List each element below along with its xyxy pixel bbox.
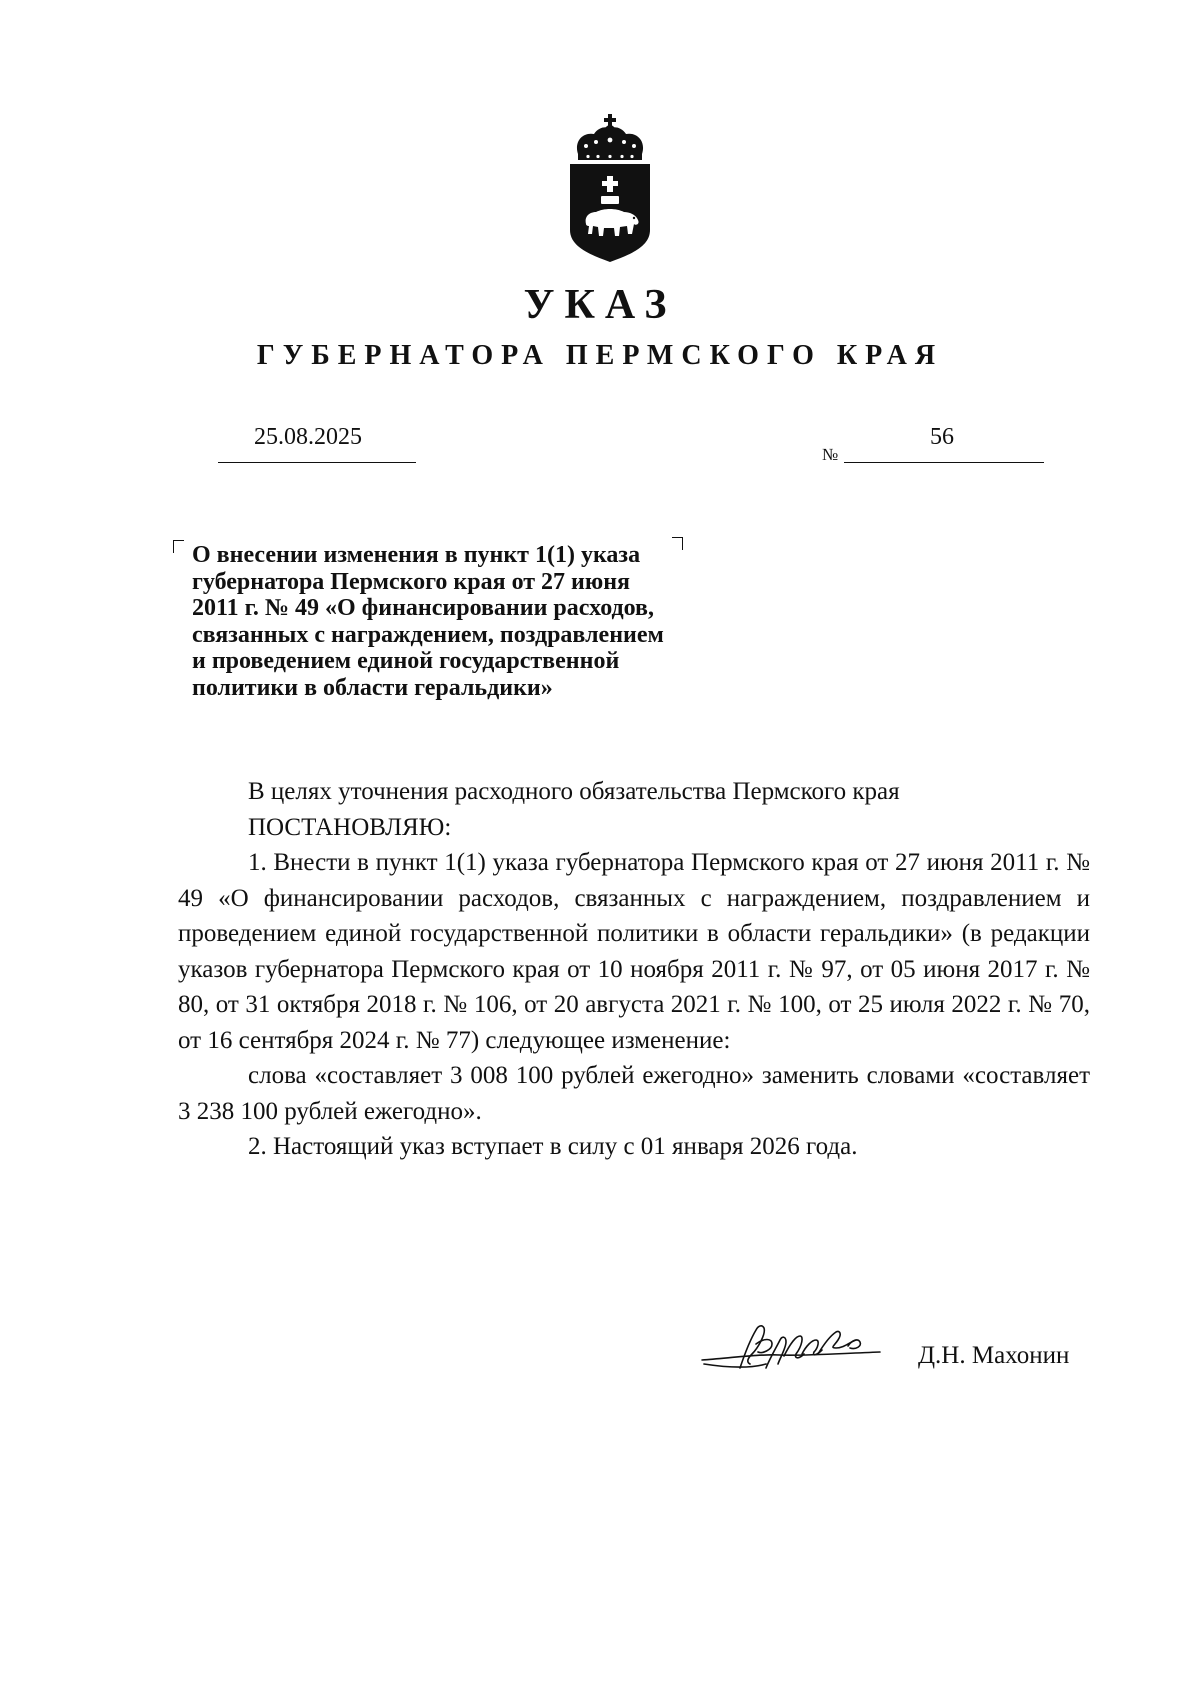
change-paragraph: слова «составляет 3 008 100 рублей ежегодно» заменить словами «составляет 3 238 100 рублей ежегодно». — [178, 1062, 1090, 1125]
decree-heading — [192, 542, 762, 701]
item-1-paragraph: 1. Внести в пункт 1(1) указа губернатора Пермского края от 27 июня 2011 г. № 49 «О финансировании расходов, связанных с награждением, поздравлением и проведением единой государственной политики в области геральдики» (в редакции указов губернатора Пермского края от 10 ноября 2011 г. № 97, от 05 июня 2017 г. № 80, от 31 октября 2018 г. № 106, от 20 августа 2021 г. № 100, от 25 июля 2022 г. № 70, от 16 сентября 2024 г. № 77) следующее изменение: — [178, 849, 1090, 1054]
number-underline — [844, 462, 1044, 463]
signature-icon — [700, 1318, 890, 1384]
document-title: УКАЗ — [523, 282, 677, 328]
issuer-title: ГУБЕРНАТОРА ПЕРМСКОГО КРАЯ — [256, 340, 944, 371]
heading-line: и проведением единой государственной — [192, 648, 620, 674]
heading-line: губернатора Пермского края от 27 июня — [192, 568, 631, 595]
heading-line: связанных с награждением, поздравлением — [192, 621, 664, 648]
date-underline — [218, 462, 416, 463]
decree-body — [178, 774, 1090, 1165]
heading-line: политики в области геральдики» — [192, 674, 553, 701]
resolution-word: ПОСТАНОВЛЯЮ: — [248, 813, 452, 841]
preamble-paragraph: В целях уточнения расходного обязательства Пермского края — [248, 778, 900, 805]
heading-corner-left — [173, 540, 184, 553]
number-label: № — [822, 445, 839, 464]
heading-line: О внесении изменения в пункт 1(1) указа — [192, 542, 641, 568]
item-2-paragraph: 2. Настоящий указ вступает в силу с 01 января 2026 года. — [248, 1133, 858, 1160]
signer-name: Д.Н. Махонин — [918, 1342, 1070, 1369]
heading-line: 2011 г. № 49 «О финансировании расходов, — [192, 595, 654, 621]
coat-of-arms-icon — [564, 112, 656, 264]
document-number: 56 — [930, 424, 954, 450]
document-date: 25.08.2025 — [254, 424, 362, 450]
